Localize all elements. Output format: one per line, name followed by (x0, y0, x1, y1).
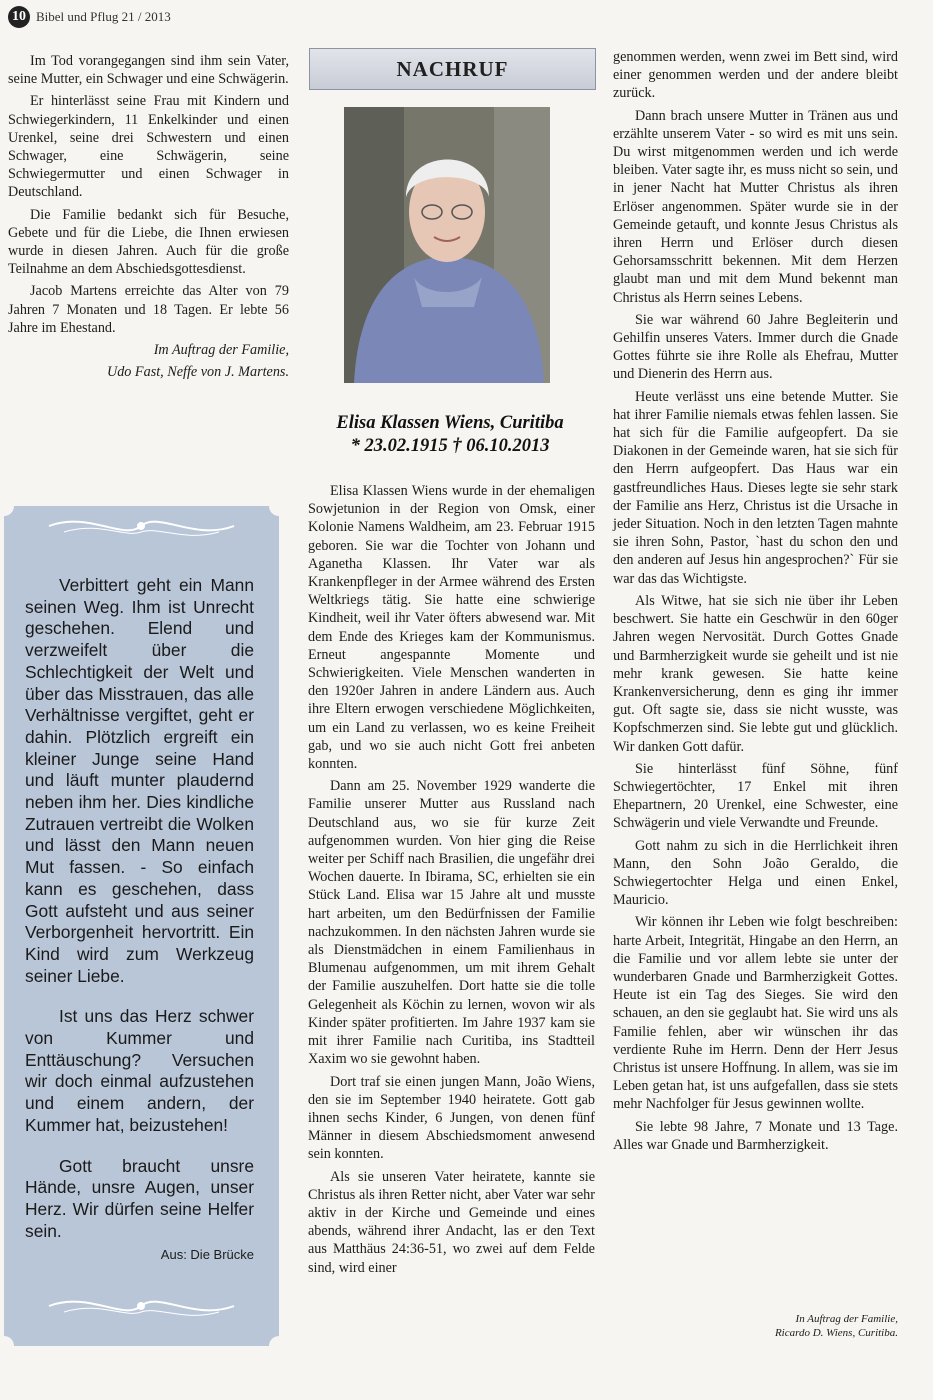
paragraph: Jacob Martens erreichte das Alter von 79 Jahren 7 Monaten und 18 Tagen. Er lebte 56 Jahre im Ehestand. (8, 283, 289, 336)
paragraph: Elisa Klassen Wiens wurde in der ehemaligen Sowjetunion in der Region von Omsk, einer Kolonie Namens Waldheim, am 23. Februar 1915 geboren. Sie war die Tochter von Johann und Aganetha Klassen. Ihr Vater war als Krankenpfleger in der Armee während des Ersten Weltkriegs tätig. Sie hatte eine schwierige Kindheit, weil ihr Vater öfters abwesend war. Mit dem Ende des Krieges kam der Kommunismus. Erneut angespannte Momente und Schwierigkeiten. Viele Menschen wanderten in den 1920er Jahren in andere Ländern aus. Auch ihre Eltern erwogen verschiedene Möglichkeiten, um ein Land zu verlassen, wo es keine Freiheit gab, und wo sie auch nicht Gott frei anbeten konnten. (308, 483, 595, 773)
paragraph: Sie war während 60 Jahre Begleiterin und Gehilfin unseres Vaters. Immer durch die Gnade Gottes führte sie ihre Rolle als Ehefrau, Mutter und Dienerin des Herrn aus. (613, 311, 898, 383)
page-number: 10 (8, 6, 30, 28)
paragraph: Sie hinterlässt fünf Söhne, fünf Schwiegertöchter, 17 Enkel mit ihren Ehepartnern, 20 Urenkel, eine Schwester, eine Schwägerin und viele Verwandte und Freunde. (613, 760, 898, 832)
paragraph: Heute verlässt uns eine betende Mutter. Sie hat ihrer Familie niemals etwas fehlen lassen. Sie hat sich für die Familie aufgeopfert. Da sie Diakonen in der Gemeinde waren, hat sie sich für den Herrn aufgeopfert. Das Haus war ein gastfreundliches Haus. Dieses legte sie sehr stark der Familie ans Herz, Christus ist die Ursache in jeder Situation. Noch in den letzten Tagen mahnte sie ihren Sohn, Pastor, `hast du schon den und den anderen auf Jesus hin angesprochen?` Für sie war das das Wichtigste. (613, 388, 898, 587)
signature-line: Im Auftrag der Familie, (153, 342, 289, 359)
quote-source: Aus: Die Brücke (160, 1247, 254, 1262)
nachruf-heading-box (309, 48, 596, 90)
paragraph: Als sie unseren Vater heiratete, kannte sie Christus als ihren Retter nicht, aber Vater war sehr aktiv in der Kirche und Gemeinde und eines abends, während ihrer Andacht, las er den Text aus Matthäus 24:36-51, wo zwei auf dem Felde sind, wird einer (308, 1168, 595, 1276)
paragraph: Im Tod vorangegangen sind ihm sein Vater, seine Mutter, ein Schwager und eine Schwägerin. (8, 53, 289, 88)
paragraph: Ist uns das Herz schwer von Kummer und Enttäuschung? Versuchen wir doch einmal aufzustehen und einem andern, der Kummer hat, beizustehen! (25, 1006, 254, 1135)
paragraph: Die Familie bedankt sich für Besuche, Gebete und für die Liebe, die Ihnen erwiesen wurde in diesen Jahren. Auch für die große Teilnahme an dem Abschiedsgottesdienst. (8, 206, 289, 278)
paragraph: Gott braucht unsre Hände, unsre Augen, unser Herz. Wir dürfen seine Helfer sein. (25, 1155, 254, 1241)
page-header (8, 6, 171, 28)
paragraph: Gott nahm zu sich in die Herrlichkeit ihren Mann, den Sohn João Geraldo, die Schwiegertochter Helga und einen Enkel, Mauricio. (613, 837, 898, 909)
left-column-text (8, 52, 289, 385)
magazine-title: Bibel und Pflug 21 / 2013 (36, 9, 171, 24)
paragraph: Dann brach unsere Mutter in Tränen aus und erzählte unserem Vater - so wird es mit uns sein. Du wirst mitgenommen werden und ich werde bleiben. Vater sagte ihr, es muss nicht so sein, und in jener Nacht hat Mutter Christus als ihren Erlöser angenommen. Später wurde sie in der Gemeinde getauft, und konnte Jesus Christus als ihren Herrn und Erlöser durch diesen Gehorsamsschritt bekennen. Mit dem Herzen glaubt man und mit dem Mund bekennt man Christus als Herrn seines Lebens. (613, 107, 898, 306)
signature-line: Udo Fast, Neffe von J. Martens. (106, 364, 289, 381)
obituary-signature (740, 1312, 898, 1340)
paragraph: Wir können ihr Leben wie folgt beschreiben: harte Arbeit, Integrität, Hingabe an den Herrn, an die Familie und vor allem lebte sie unter der wunderbaren Gnade und Barmherzigkeit Gottes. Heute ist ein Tag des Sieges. Sie wird den schauen, an den sie geglaubt hat. Sie wird uns als Familie fehlen, aber wir wünschen ihr das verdiente Ruhe im Herrn. Denn der Herr Jesus Christus ist unsere Hoffnung. In allem, was sie im Leben getan hat, ist uns aufgefallen, dass sie stets mehr Nachfolger für Jesus gewinnen wollte. (613, 914, 898, 1113)
paragraph: Sie lebte 98 Jahre, 7 Monate und 13 Tage. Alles war Gnade und Barmherzigkeit. (613, 1118, 898, 1153)
portrait-photo (344, 107, 550, 383)
obituary-dates: * 23.02.1915 † 06.10.2013 (350, 436, 550, 456)
obituary-name: Elisa Klassen Wiens, Curitiba (336, 413, 564, 433)
signature-line: Ricardo D. Wiens, Curitiba. (774, 1327, 898, 1339)
paragraph: Als Witwe, hat sie sich nie über ihr Leben beschwert. Sie hatte ein Geschwür in den 60ger Jahren wegen Nervosität. Durch Gottes Gnade und Barmherzigkeit wurde sie geheilt und ist nie mehr krank gewesen. Sie hatte keine Krankenversicherung, denn es ging ihr immer gut. Oft sagte sie, dass sie nicht wusste, was Kopfschmerzen sind. Sie lebte gut und glücklich. Wir danken Gott dafür. (613, 592, 898, 755)
paragraph: Er hinterlässt seine Frau mit Kindern und Schwiegerkindern, 11 Enkelkinder und einen Urenkel, seine drei Schwestern und einen Schwager, eine Schwägerin, seine Schwiegermutter und einen Schwager in Deutschland. (8, 93, 289, 201)
paragraph: Dort traf sie einen jungen Mann, João Wiens, den sie im September 1940 heiratete. Gott gab ihnen sechs Kinder, 6 Jungen, von denen fünf Männer in diesem Abschiedsmoment anwesend sein konnten. (308, 1073, 595, 1163)
signature-line: In Auftrag der Familie, (795, 1313, 898, 1325)
paragraph: genommen werden, wenn zwei im Bett sind, wird einer genommen werden und der andere bleibt zurück. (613, 49, 898, 102)
right-column-text (613, 48, 898, 1158)
paragraph: Verbittert geht ein Mann seinen Weg. Ihm ist Unrecht geschehen. Elend und verzweifelt über die Schlechtigkeit der Welt und über das Misstrauen, das alle Verhältnisse vergiftet, geht er dahin. Plötzlich ergreift ein kleiner Junge seine Hand und läuft munter plaudernd neben ihm her. Dies kindliche Zutrauen vertreibt die Wolken und lässt den Mann neuen Mut fassen. - So einfach kann es geschehen, dass Gott aufsteht und aus seiner Verborgenheit hervortritt. Ein Kind wird zum Werkzeug seiner Liebe. (25, 575, 254, 986)
quote-text (25, 575, 254, 1261)
nachruf-heading: NACHRUF (396, 56, 509, 81)
middle-column-text (308, 482, 595, 1281)
paragraph: Dann am 25. November 1929 wanderte die Familie unserer Mutter aus Russland nach Deutschland aus, wo sie für kurze Zeit aufgenommen wurden. Von hier ging die Reise weiter per Schiff nach Brasilien, die ungefähr drei Wochen dauerte. In Ibirama, SC, erhielten sie ein Stück Land. Elisa war 15 Jahre alt und musste hart arbeiten, um den Bedürfnissen der Familie nachzukommen. In den nächsten Jahren wurde sie als Dienstmädchen in einem Familienhaus in Blumenau aufgenommen, um mit ihrem Gehalt der Familie auszuhelfen. Dort hatte sie die tolle Gelegenheit als Köchin zu lernen, wovon wir als Kinder später profitierten. Im Jahre 1937 kam sie mit ihrer Familie nach Curitiba, ins Stadtteil Xaxim wo sie gewohnt haben. (308, 778, 595, 1068)
